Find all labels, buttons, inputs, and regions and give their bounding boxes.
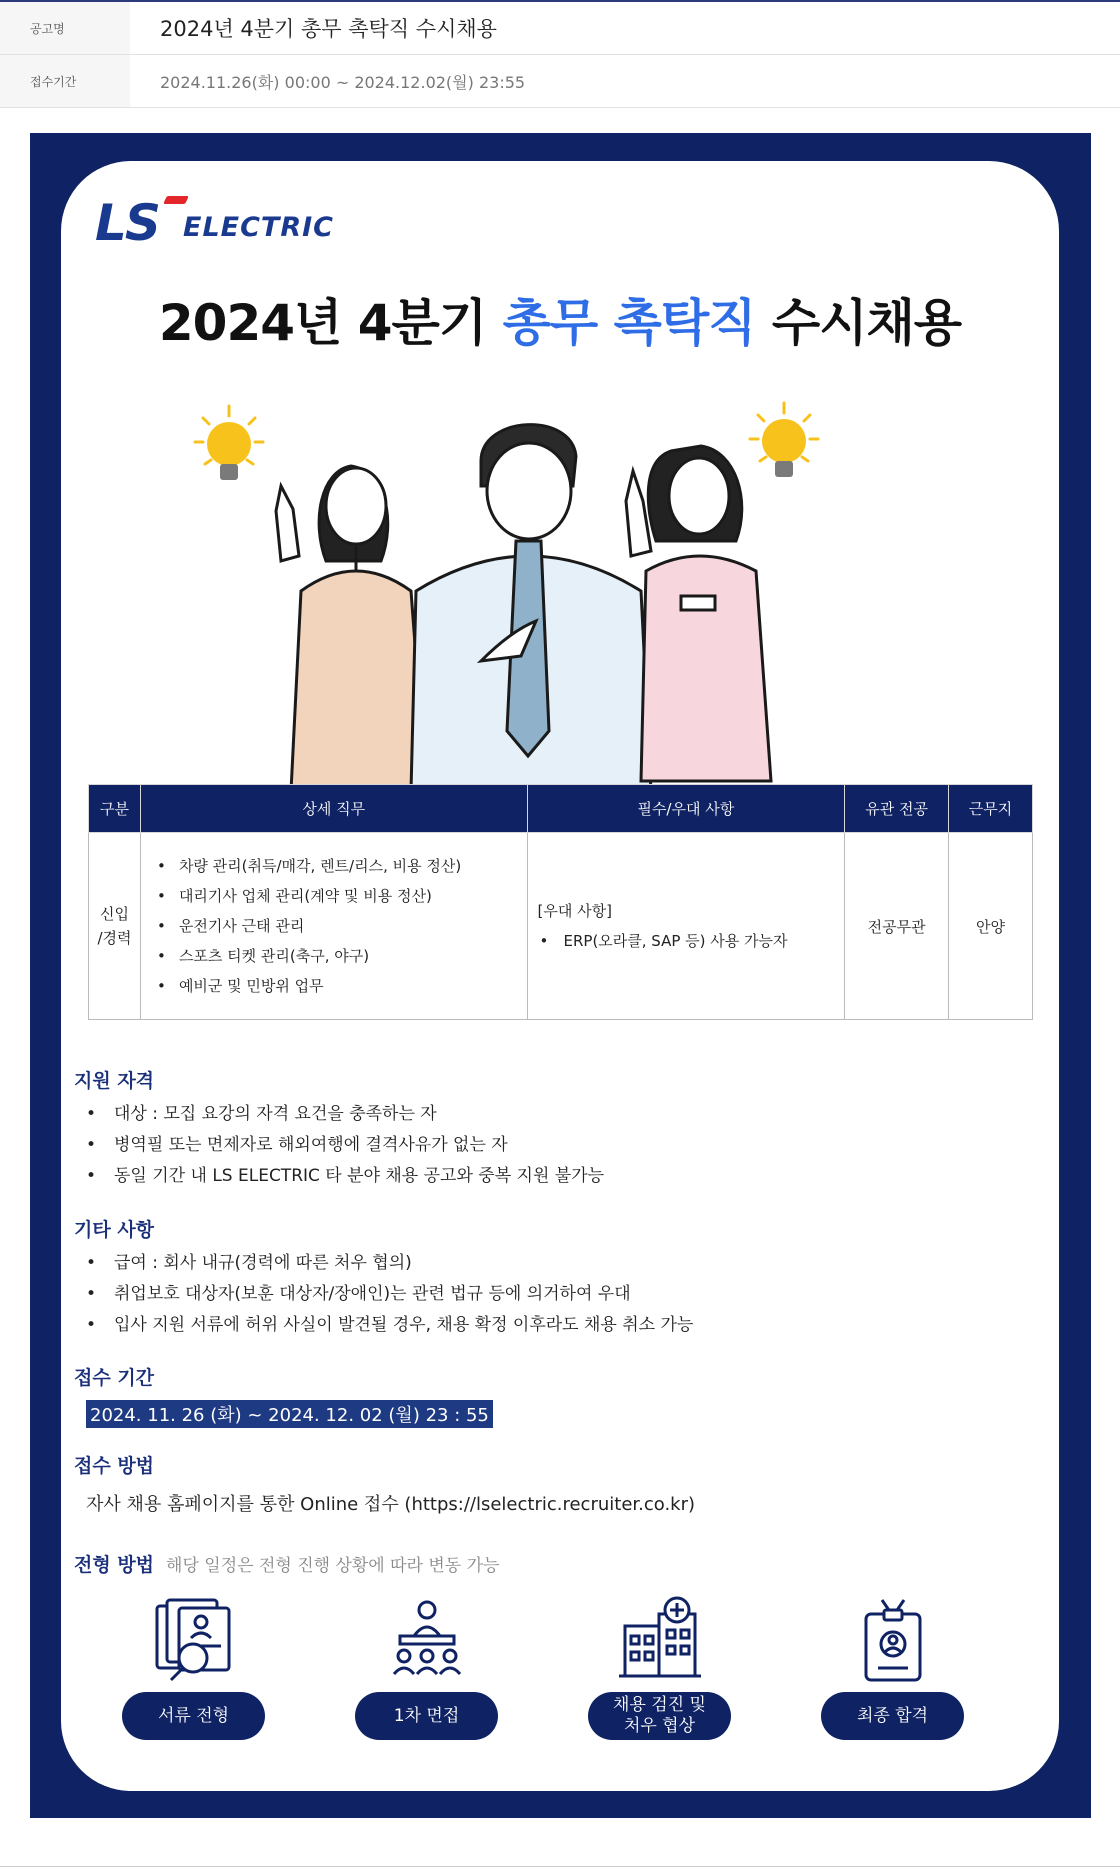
category-cell: [89, 833, 141, 1020]
step-pill-interview: [355, 1692, 498, 1740]
list-item: • 급여 : 회사 내규(경력에 따른 처우 협의): [74, 1248, 693, 1279]
list-item: • 대상 : 모집 요강의 자격 요건을 충족하는 자: [74, 1099, 604, 1130]
job-table-header: [89, 785, 1033, 833]
step-final: [820, 1596, 965, 1740]
etc-title: 기타 사항: [74, 1219, 155, 1241]
step-label: 채용 검진 및: [613, 1695, 706, 1715]
step-document: [121, 1596, 266, 1740]
process-steps: [121, 1596, 1001, 1756]
period-value: 2024. 11. 26 (화) ~ 2024. 12. 02 (월) 23 : 55: [86, 1400, 493, 1428]
etc-list: [74, 1248, 693, 1341]
period-title: 접수 기간: [74, 1367, 155, 1389]
step-label: 1차 면접: [393, 1705, 460, 1726]
notice-title: 2024년 4분기 총무 촉탁직 수시채용: [160, 17, 497, 41]
header-major: 유관 전공: [845, 785, 949, 833]
notice-title-row: [0, 2, 1120, 55]
woman-right-figure: [626, 446, 771, 781]
step-interview: [354, 1596, 499, 1740]
documents-icon: [149, 1596, 239, 1686]
lightbulb-icon: [750, 403, 818, 477]
poster-headline: [61, 283, 1059, 355]
location-cell: 안양: [949, 833, 1033, 1020]
process-title: 전형 방법: [74, 1554, 155, 1576]
list-item: • 취업보호 대상자(보훈 대상자/장애인)는 관련 법규 등에 의거하여 우대: [74, 1279, 693, 1310]
company-logo: [95, 194, 415, 256]
hospital-icon: [615, 1596, 705, 1686]
list-item: • 대리기사 업체 관리(계약 및 비용 정산): [151, 881, 515, 911]
list-item: • 운전기사 근태 관리: [151, 911, 515, 941]
logo-ls: LS: [95, 194, 159, 252]
interview-icon: [382, 1596, 472, 1686]
notice-title-label: 공고명: [0, 2, 130, 54]
etc-section: [74, 1215, 693, 1341]
lightbulb-icon: [195, 406, 263, 480]
header-location: 근무지: [949, 785, 1033, 833]
qualification-list: [74, 1099, 604, 1192]
notice-period-row: [0, 55, 1120, 108]
step-label: 최종 합격: [856, 1705, 929, 1726]
method-section: [74, 1451, 695, 1516]
category-line1: 신입: [99, 905, 129, 923]
step-label: 서류 전형: [157, 1705, 230, 1726]
job-table: [88, 784, 1033, 1020]
logo-electric: ELECTRIC: [183, 212, 334, 243]
list-item: • 예비군 및 민방위 업무: [151, 971, 515, 1001]
duty-list: [141, 833, 527, 1019]
notice-period: 2024.11.26(화) 00:00 ~ 2024.12.02(월) 23:55: [160, 72, 526, 92]
list-item: • 병역필 또는 면제자로 해외여행에 결격사유가 없는 자: [74, 1130, 604, 1161]
poster-card: [61, 161, 1059, 1791]
step-pill-document: [122, 1692, 265, 1740]
step-pill-checkup: [588, 1692, 731, 1740]
list-item: • 입사 지원 서류에 허위 사실이 발견될 경우, 채용 확정 이후라도 채용 취소 가능: [74, 1310, 693, 1341]
pref-heading: [우대 사항]: [537, 902, 612, 920]
list-item: • 차량 관리(취득/매각, 렌트/리스, 비용 정산): [151, 851, 515, 881]
header-duty: 상세 직무: [140, 785, 527, 833]
qualification-title: 지원 자격: [74, 1070, 155, 1092]
headline-accent: 총무 촉탁직: [502, 294, 756, 352]
pref-item: • ERP(오라클, SAP 등) 사용 가능자: [538, 926, 835, 956]
headline-part1: 2024년 4분기: [158, 294, 503, 352]
notice-info-table: [0, 0, 1120, 108]
step-label-line2: 처우 협상: [623, 1716, 696, 1736]
table-row: [89, 833, 1033, 1020]
major-cell: 전공무관: [845, 833, 949, 1020]
duty-cell: [140, 833, 527, 1020]
logo-swoosh: [163, 196, 189, 204]
list-item: • 스포츠 티켓 관리(축구, 야구): [151, 941, 515, 971]
step-pill-final: [821, 1692, 964, 1740]
id-badge-icon: [848, 1596, 938, 1686]
category-line2: /경력: [97, 929, 132, 947]
method-value: 자사 채용 홈페이지를 통한 Online 접수 (https://lselectric.recruiter.co.kr): [86, 1494, 696, 1515]
process-note: 해당 일정은 전형 진행 상황에 따라 변동 가능: [166, 1556, 500, 1576]
notice-period-label: 접수기간: [0, 55, 130, 107]
list-item: • 동일 기간 내 LS ELECTRIC 타 분야 채용 공고와 중복 지원 불가능: [74, 1161, 604, 1192]
process-section: [74, 1550, 499, 1577]
requirement-cell: [527, 833, 845, 1020]
woman-left-figure: [276, 466, 426, 791]
page-bottom-divider: [0, 1866, 1120, 1867]
period-section: [74, 1363, 493, 1428]
header-category: 구분: [89, 785, 141, 833]
qualification-section: [74, 1066, 604, 1192]
man-center-figure: [411, 425, 651, 791]
recruitment-poster: [30, 133, 1091, 1818]
header-requirement: 필수/우대 사항: [527, 785, 845, 833]
staff-illustration: [181, 391, 941, 791]
headline-part2: 수시채용: [755, 294, 962, 352]
method-title: 접수 방법: [74, 1455, 155, 1477]
step-checkup: [587, 1596, 732, 1740]
